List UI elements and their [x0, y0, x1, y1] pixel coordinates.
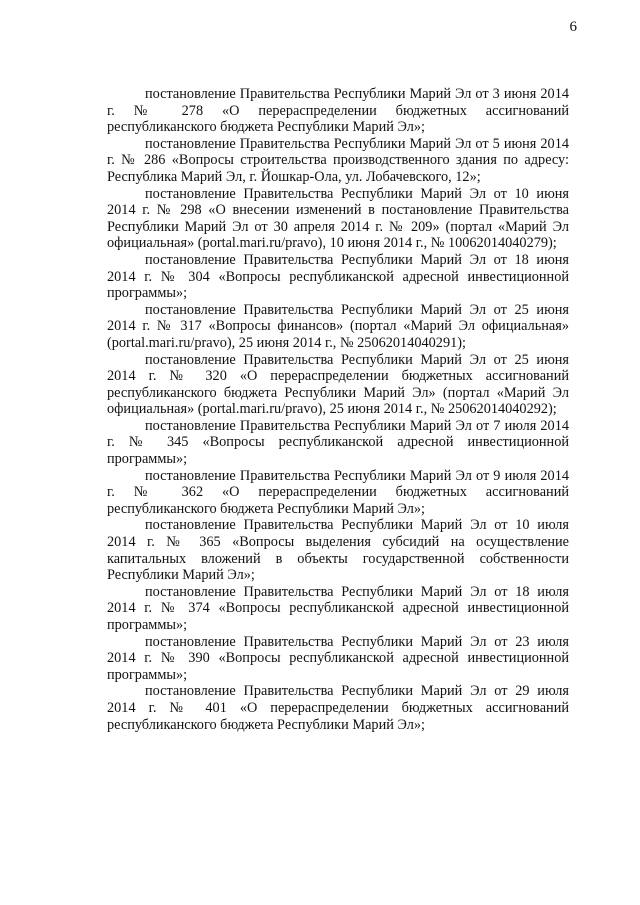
entry-text: постановление Правительства Республики Марий Эл от 10 июля 2014 г. № 365 «Вопросы выделения субсидий на осуществление капитальных вложений в объекты государственной собственности Республики Марий Эл»; [107, 517, 569, 584]
list-item [107, 136, 569, 186]
entry-text: постановление Правительства Республики Марий Эл от 18 июля 2014 г. № 374 «Вопросы республиканской адресной инвестиционной программы»; [107, 583, 569, 633]
list-item [107, 683, 569, 733]
entry-text: постановление Правительства Республики Марий Эл от 5 июня 2014 г. № 286 «Вопросы строительства производственного здания по адресу: Республика Марий Эл, г. Йошкар-Ола, ул. Лобачевского, 12»; [107, 135, 569, 185]
list-item [107, 468, 569, 518]
entry-text: постановление Правительства Республики Марий Эл от 3 июня 2014 г. № 278 «О перераспределении бюджетных ассигнований республиканского бюджета Республики Марий Эл»; [107, 86, 569, 136]
entry-text: постановление Правительства Республики Марий Эл от 23 июля 2014 г. № 390 «Вопросы республиканской адресной инвестиционной программы»; [107, 633, 569, 683]
list-item [107, 352, 569, 418]
list-item [107, 517, 569, 583]
list-item [107, 252, 569, 302]
page-number: 6 [569, 19, 577, 35]
list-item [107, 86, 569, 136]
list-item [107, 302, 569, 352]
entry-text: постановление Правительства Республики Марий Эл от 25 июня 2014 г. № 320 «О перераспределении бюджетных ассигнований республиканского бюджета Республики Марий Эл» (портал «Марий Эл официальная» (portal.mari.ru/pravo), 25 июня 2014 г., № 25062014040292); [107, 351, 569, 418]
entry-text: постановление Правительства Республики Марий Эл от 9 июля 2014 г. № 362 «О перераспределении бюджетных ассигнований республиканского бюджета Республики Марий Эл»; [107, 467, 569, 517]
list-item [107, 634, 569, 684]
entry-text: постановление Правительства Республики Марий Эл от 18 июня 2014 г. № 304 «Вопросы республиканской адресной инвестиционной программы»; [107, 251, 569, 302]
entry-text: постановление Правительства Республики Марий Эл от 25 июня 2014 г. № 317 «Вопросы финансов» (портал «Марий Эл официальная» (portal.mari.ru/pravo), 25 июня 2014 г., № 25062014040291); [107, 301, 569, 351]
entry-text: постановление Правительства Республики Марий Эл от 29 июля 2014 г. № 401 «О перераспределении бюджетных ассигнований республиканского бюджета Республики Марий Эл»; [107, 683, 569, 733]
entry-text: постановление Правительства Республики Марий Эл от 7 июля 2014 г. № 345 «Вопросы республиканской адресной инвестиционной программы»; [107, 417, 569, 468]
list-item [107, 418, 569, 468]
entry-text: постановление Правительства Республики Марий Эл от 10 июня 2014 г. № 298 «О внесении изменений в постановление Правительства Республики Марий Эл от 30 апреля 2014 г. № 209» (портал «Марий Эл официальная» (portal.mari.ru/pravo), 10 июня 2014 г., № 10062014040279); [107, 185, 569, 252]
list-item [107, 584, 569, 634]
resolution-list [107, 86, 569, 733]
list-item [107, 186, 569, 252]
